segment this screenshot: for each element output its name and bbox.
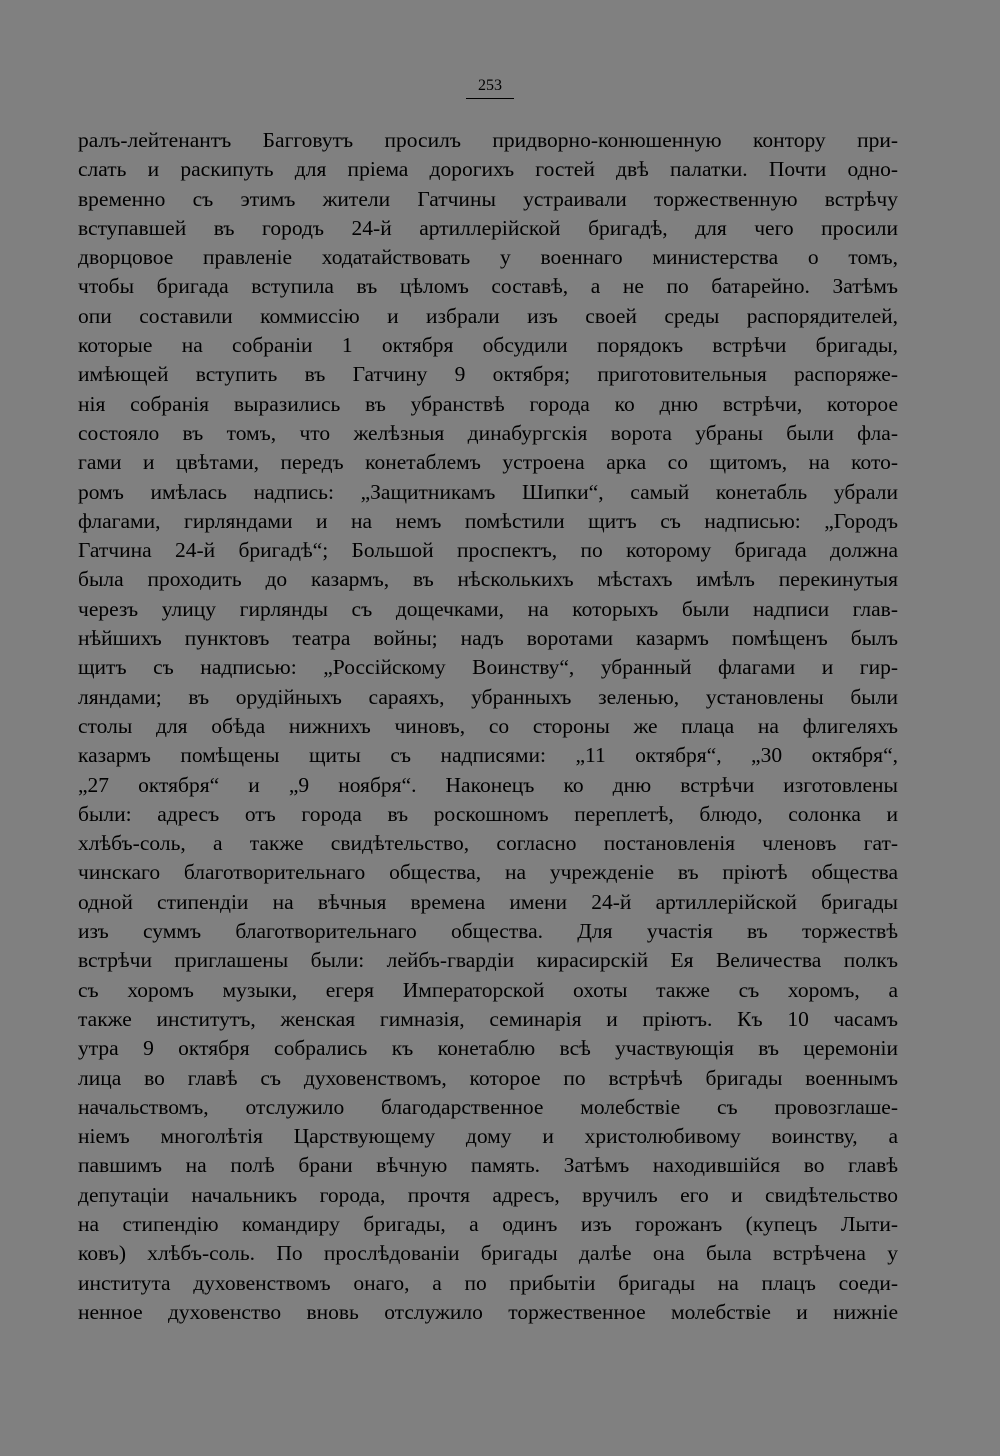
text-line: дворцовое правленіе ходатайствовать у военнаго министерства о томъ, [78, 245, 898, 270]
text-line: была проходить до казармъ, въ нѣсколькихъ мѣстахъ имѣлъ перекинутыя [78, 567, 898, 592]
text-line: флагами, гирляндами и на немъ помѣстили щитъ съ надписью: „Городъ [78, 508, 898, 533]
text-line: опи составили коммиссію и избрали изъ своей среды распорядителей, [78, 303, 898, 328]
text-line: гами и цвѣтами, передъ конетаблемъ устроена арка со щитомъ, на кото- [78, 450, 898, 475]
text-line: вступавшей въ городъ 24-й артиллерійской бригадѣ, для чего просили [78, 215, 898, 240]
text-line: ніемъ многолѣтія Царствующему дому и христолюбивому воинству, а [78, 1124, 898, 1149]
text-line: утра 9 октября собрались къ конетаблю всѣ участвующія въ церемоніи [78, 1036, 898, 1061]
text-line: лица во главѣ съ духовенствомъ, которое по встрѣчѣ бригады военнымъ [78, 1065, 898, 1090]
text-line: хлѣбъ-соль, а также свидѣтельство, согласно постановленія членовъ гат- [78, 831, 898, 856]
text-line: слать и раскипуть для пріема дорогихъ гостей двѣ палатки. Почти одно- [78, 157, 898, 182]
body-text [78, 126, 898, 1327]
text-line: „27 октября“ и „9 ноября“. Наконецъ ко дню встрѣчи изготовлены [78, 772, 898, 797]
text-line: имѣющей вступить въ Гатчину 9 октября; приготовительныя распоряже- [78, 362, 898, 387]
text-line: чинскаго благотворительнаго общества, на учрежденіе въ пріютѣ общества [78, 860, 898, 885]
text-line: черезъ улицу гирлянды съ дощечками, на которыхъ были надписи глав- [78, 596, 898, 621]
text-line: ралъ-лейтенантъ Багговутъ просилъ придворно-конюшенную контору при- [78, 128, 898, 152]
text-line: Гатчина 24-й бригадѣ“; Большой проспектъ, по которому бригада должна [78, 538, 898, 563]
text-line: щитъ съ надписью: „Россійскому Воинству“, убранный флагами и гир- [78, 655, 898, 680]
text-line: института духовенствомъ онаго, а по прибытіи бригады на плацъ соеди- [78, 1270, 898, 1295]
text-line: одной стипендіи на вѣчныя времена имени 24-й артиллерійской бригады [78, 889, 898, 914]
text-line: также институтъ, женская гимназія, семинарія и пріютъ. Къ 10 часамъ [78, 1006, 898, 1031]
page-number: 253 [466, 76, 514, 99]
text-line: на стипендію командиру бригады, а одинъ изъ горожанъ (купецъ Лыти- [78, 1211, 898, 1236]
text-line: чтобы бригада вступила въ цѣломъ составѣ, а не по батарейно. Затѣмъ [78, 274, 898, 299]
text-line: ляндами; въ орудійныхъ сараяхъ, убранныхъ зеленью, установлены были [78, 684, 898, 709]
text-line: нѣйшихъ пунктовъ театра войны; надъ воротами казармъ помѣщенъ былъ [78, 626, 898, 651]
text-line: которые на собраніи 1 октября обсудили порядокъ встрѣчи бригады, [78, 333, 898, 358]
text-line: павшимъ на полѣ брани вѣчную память. Затѣмъ находившійся во главѣ [78, 1153, 898, 1178]
text-line: ковъ) хлѣбъ-соль. По прослѣдованіи бригады далѣе она была встрѣчена у [78, 1241, 898, 1266]
text-line: депутаціи начальникъ города, прочтя адресъ, вручилъ его и свидѣтельство [78, 1182, 898, 1207]
text-line: столы для обѣда нижнихъ чиновъ, со стороны же плаца на флигеляхъ [78, 713, 898, 738]
text-line: были: адресъ отъ города въ роскошномъ переплетѣ, блюдо, солонка и [78, 801, 898, 826]
text-line: временно съ этимъ жители Гатчины устраивали торжественную встрѣчу [78, 186, 898, 211]
text-line: казармъ помѣщены щиты съ надписями: „11 октября“, „30 октября“, [78, 743, 898, 768]
text-line: съ хоромъ музыки, егеря Императорской охоты также съ хоромъ, а [78, 977, 898, 1002]
text-line: нія собранія выразились въ убранствѣ города ко дню встрѣчи, которое [78, 391, 898, 416]
text-line: изъ суммъ благотворительнаго общества. Для участія въ торжествѣ [78, 919, 898, 944]
text-line: встрѣчи приглашены были: лейбъ-гвардіи кирасирскій Ея Величества полкъ [78, 948, 898, 973]
text-line: состояло въ томъ, что желѣзныя динабургскія ворота убраны были фла- [78, 420, 898, 445]
text-line: начальствомъ, отслужило благодарственное молебствіе съ провозглаше- [78, 1094, 898, 1119]
text-line: ромъ имѣлась надпись: „Защитникамъ Шипки“, самый конетабль убрали [78, 479, 898, 504]
text-line: ненное духовенство вновь отслужило торжественное молебствіе и нижніе [78, 1299, 898, 1324]
